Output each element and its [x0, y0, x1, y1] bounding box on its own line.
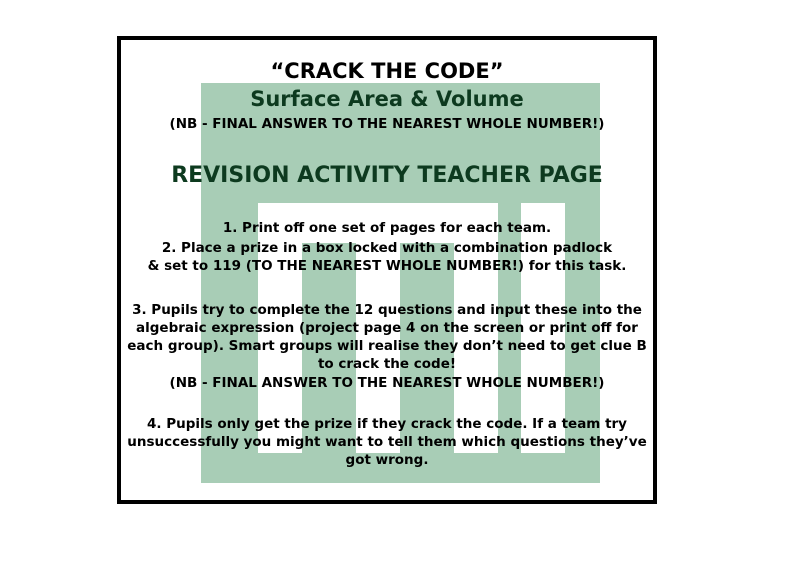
nb-note-middle: (NB - FINAL ANSWER TO THE NEAREST WHOLE NUMBER!) — [169, 375, 605, 391]
step-3 — [123, 301, 651, 373]
section-heading: REVISION ACTIVITY TEACHER PAGE — [171, 163, 603, 188]
step-4-line: 4. Pupils only get the prize if they crack the code. If a team try — [147, 416, 627, 432]
step-2-line: 2. Place a prize in a box locked with a combination padlock — [161, 240, 613, 256]
step-1 — [123, 219, 651, 237]
step-2 — [123, 239, 651, 275]
step-4 — [123, 415, 651, 469]
nb-note-top: (NB - FINAL ANSWER TO THE NEAREST WHOLE NUMBER!) — [169, 116, 605, 132]
page-subtitle: Surface Area & Volume — [250, 87, 524, 111]
step-4-line: unsuccessfully you might want to tell them which questions they’ve — [127, 434, 647, 450]
step-2-line: & set to 119 (TO THE NEAREST WHOLE NUMBER!) for this task. — [147, 258, 627, 274]
step-3-line: algebraic expression (project page 4 on the screen or print off for — [136, 320, 638, 336]
page-title: “CRACK THE CODE” — [270, 59, 504, 83]
step-3-line: each group). Smart groups will realise they don’t need to get clue B — [127, 338, 647, 354]
step-1-line: 1. Print off one set of pages for each team. — [222, 220, 552, 236]
step-3-line: to crack the code! — [317, 356, 457, 372]
step-3-line: 3. Pupils try to complete the 12 questions and input these into the — [132, 302, 642, 318]
step-4-line: got wrong. — [345, 452, 429, 468]
teacher-page — [117, 36, 657, 504]
